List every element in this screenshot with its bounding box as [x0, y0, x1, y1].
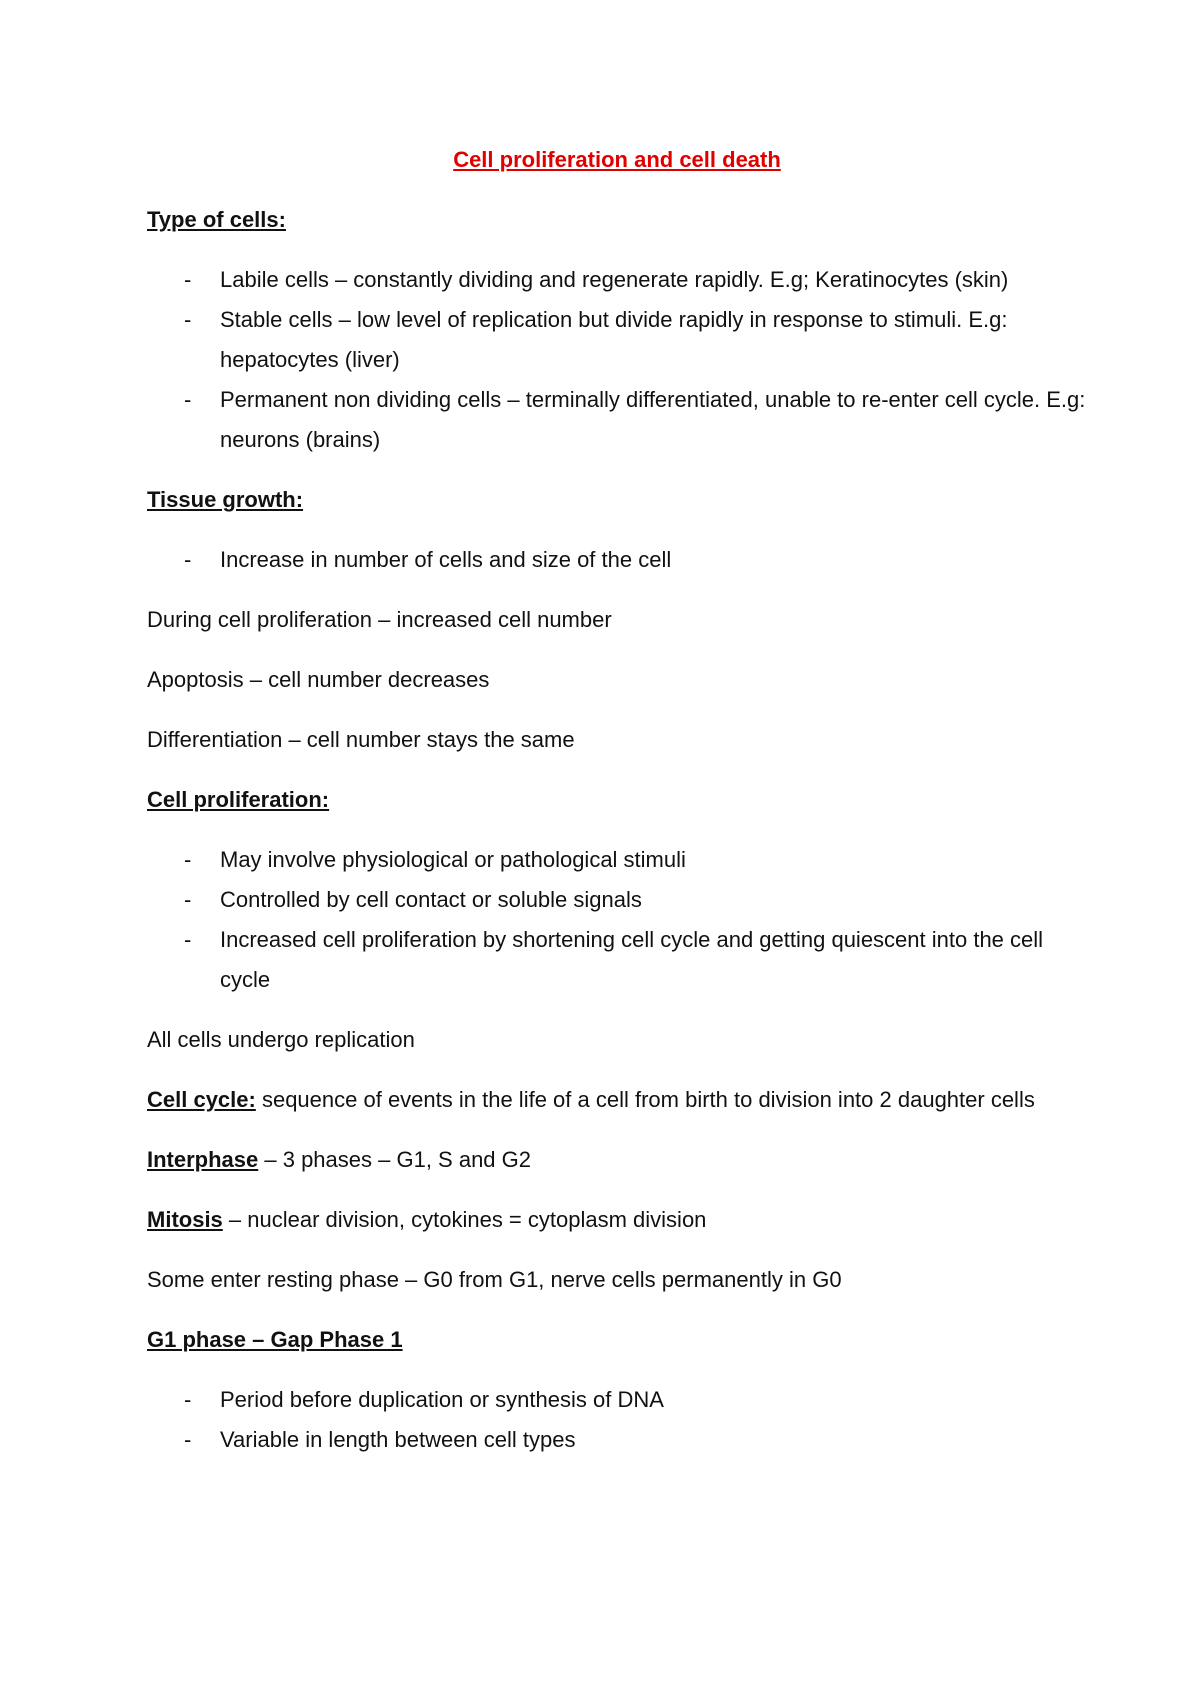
- cell-cycle-text: sequence of events in the life of a cell from birth to division into 2 daughter cells: [255, 1087, 1035, 1112]
- type-of-cells-list: [147, 260, 1087, 460]
- list-item-text: Controlled by cell contact or soluble signals: [220, 887, 642, 912]
- document-body: [147, 140, 1087, 1480]
- section-heading-cell-proliferation: Cell proliferation:: [147, 787, 330, 812]
- list-item-text: Period before duplication or synthesis of DNA: [220, 1387, 664, 1412]
- list-item: [147, 540, 1087, 580]
- dash-bullet: -: [184, 1387, 192, 1412]
- list-item: [147, 880, 1087, 920]
- list-item: [147, 1420, 1087, 1460]
- dash-bullet: -: [184, 547, 192, 572]
- list-item-text: Increased cell proliferation by shortening cell cycle and getting quiescent into the cell cycle: [220, 927, 1044, 992]
- document-title: Cell proliferation and cell death: [453, 147, 781, 172]
- list-item-text: Permanent non dividing cells – terminally differentiated, unable to re-enter cell cycle. E.g: neurons (brains): [220, 387, 1086, 452]
- proliferation-line: During cell proliferation – increased cell number: [147, 607, 612, 632]
- g1-phase-list: [147, 1380, 1087, 1460]
- list-item-text: Variable in length between cell types: [220, 1427, 576, 1452]
- interphase-paragraph: [147, 1140, 1087, 1180]
- interphase-text: – 3 phases – G1, S and G2: [258, 1147, 531, 1172]
- list-item-text: Labile cells – constantly dividing and regenerate rapidly. E.g; Keratinocytes (skin): [220, 267, 1009, 292]
- dash-bullet: -: [184, 387, 192, 412]
- list-item: [147, 300, 1087, 380]
- dash-bullet: -: [184, 927, 192, 952]
- apoptosis-line: Apoptosis – cell number decreases: [147, 667, 490, 692]
- dash-bullet: -: [184, 307, 192, 332]
- list-item: [147, 840, 1087, 880]
- mitosis-text: – nuclear division, cytokines = cytoplasm division: [222, 1207, 707, 1232]
- resting-phase-line: Some enter resting phase – G0 from G1, nerve cells permanently in G0: [147, 1267, 842, 1292]
- list-item-text: Increase in number of cells and size of the cell: [220, 547, 672, 572]
- differentiation-line: Differentiation – cell number stays the same: [147, 727, 575, 752]
- all-cells-line: All cells undergo replication: [147, 1027, 415, 1052]
- dash-bullet: -: [184, 847, 192, 872]
- section-heading-type-of-cells: Type of cells:: [147, 207, 286, 232]
- list-item: [147, 380, 1087, 460]
- section-heading-tissue-growth: Tissue growth:: [147, 487, 304, 512]
- tissue-growth-list: [147, 540, 1087, 580]
- dash-bullet: -: [184, 267, 192, 292]
- mitosis-paragraph: [147, 1200, 1087, 1240]
- list-item-text: May involve physiological or pathological stimuli: [220, 847, 686, 872]
- cell-proliferation-list: [147, 840, 1087, 1000]
- mitosis-heading: Mitosis: [147, 1207, 223, 1232]
- list-item-text: Stable cells – low level of replication but divide rapidly in response to stimuli. E.g: hepatocytes (liver): [220, 307, 1008, 372]
- dash-bullet: -: [184, 887, 192, 912]
- list-item: [147, 260, 1087, 300]
- list-item: [147, 1380, 1087, 1420]
- cell-cycle-paragraph: [147, 1080, 1087, 1120]
- section-heading-g1-phase: G1 phase – Gap Phase 1: [147, 1327, 403, 1352]
- dash-bullet: -: [184, 1427, 192, 1452]
- interphase-heading: Interphase: [147, 1147, 259, 1172]
- cell-cycle-heading: Cell cycle:: [147, 1087, 256, 1112]
- list-item: [147, 920, 1087, 1000]
